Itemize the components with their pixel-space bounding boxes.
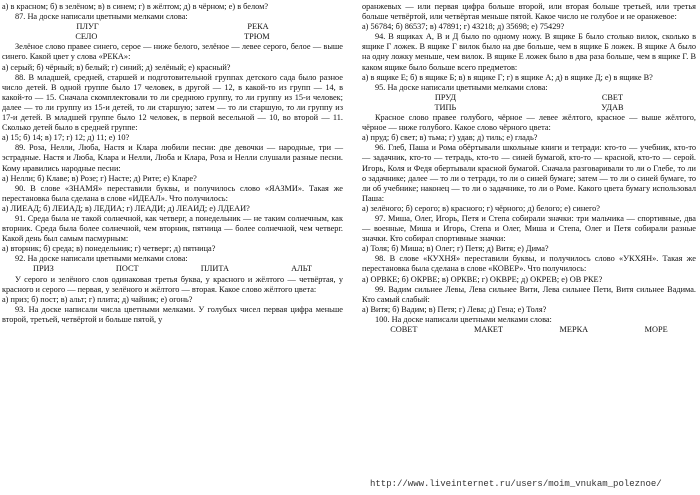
answer-options: а) в красном; б) в зелёном; в) в синем; г) в жёлтом; д) в чёрном; е) в белом? <box>2 2 269 11</box>
chalk-word: МОРЕ <box>644 325 668 334</box>
chalk-word: ПЛУГ <box>76 22 99 32</box>
chalk-word: ТРЮМ <box>244 32 270 42</box>
problem-paragraph: 92. На доске написали цветными мелками слова: <box>15 254 188 264</box>
answer-options: а) приз; б) пост; в) альт; г) плита; д) чайник; е) огонь? <box>2 294 193 304</box>
problem-paragraph: 87. На доске написали цветными мелками слова: <box>15 12 188 22</box>
chalk-words-row <box>362 103 696 113</box>
chalk-word: СВЕТ <box>601 92 624 102</box>
chalk-word: ПРУД <box>434 92 457 102</box>
answer-options: а) Витя; б) Вадим; в) Петя; г) Лева; д) Гена; е) Толя? <box>362 304 547 314</box>
problem-paragraph: 96. Глеб, Паша и Рома обёртывали школьные книги и тетради: кто-то — учебник, кто-то — задачник, кто-то — тетрадь, кто-то — синей бумагой, кто-то — красной, кто-то — серой. Игорь, Коля и Федя обертывали красной бумагой. Сначала разговаривали то ли о Глебе, то ли о задачнике; далее — то ли о тетради, то ли о синей бумаге; затем — то ли о синей бумаге, то ли об учебнике; наконец — то ли о задачнике, то ли о Роме. Какого цвета бумагу использовал Паша: <box>362 143 696 203</box>
chalk-word: ПРИЗ <box>33 264 54 274</box>
chalk-words-row <box>2 32 343 42</box>
problem-paragraph: 97. Миша, Олег, Игорь, Петя и Степа собирали значки: три мальчика — спортивные, два — военные, Миша и Игорь, Степа и Олег, Миша и Степа, Олег и Петя собирали разные значки. Кто собирал спортивные значки: <box>362 213 696 244</box>
answer-options: оранжевых — или первая цифра больше второй, или вторая больше третьей, или третья больше четвёртой, или четвёртая меньше пятой. Какое число не голубое и не оранжевое: <box>362 2 696 22</box>
chalk-word: СЕЛО <box>75 32 98 42</box>
problem-paragraph: 98. В слове «КУХНЯ» переставили буквы, и получилось слово «УКХЯН». Такая же перестановка была сделана в слове «КОВЕР». Что получилось: <box>362 254 696 274</box>
problem-paragraph: 99. Вадим сильнее Левы, Лева сильнее Вити, Лева сильнее Пети, Витя сильнее Вадима. Кто самый слабый: <box>362 284 696 304</box>
problem-paragraph: 90. В слове «ЗНАМЯ» переставили буквы, и получилось слово «ЯАЗМИ». Такая же перестановка была сделана в слове «ИДЕАЛ». Что получилось: <box>2 183 343 203</box>
answer-options: а) 15; б) 14; в) 17; г) 12; д) 11; е) 10? <box>2 133 130 143</box>
answer-options: а) Нелли; б) Клаве; в) Розе; г) Насте; д) Рите; е) Кларе? <box>2 173 197 183</box>
answer-options: а) ОРВКЕ; б) ОКРВЕ; в) ОРКВЕ; г) ОКВРЕ; д) ОКРЕВ; е) ОВ РКЕ? <box>362 274 603 284</box>
answer-options: а) 56784; б) 86537; в) 47891; г) 43218; д) 35698; е) 75429? <box>362 22 565 32</box>
problem-paragraph: 95. На доске написали цветными мелками слова: <box>375 82 548 92</box>
answer-options: а) серый; б) чёрный; в) белый; г) синий; д) зелёный; е) красный? <box>2 62 231 72</box>
source-url-watermark: http://www.liveinternet.ru/users/moim_vnukam_poleznoe/ <box>370 479 662 489</box>
problem-paragraph: 88. В младшей, средней, старшей и подготовительной группах детского сада было разное число детей. В одной группе было 17 человек, в другой — 12, в какой-то из групп — 14, в какой-то — 15. Сначала скомплектовали то ли среднюю группу, то ли группу из 15-и человек; далее — то ли группу из 15-и детей, то ли старшую; затем — то ли старшую, то ли группу из 17-и детей. В младшей группе было 12 человек, в первой весельной — 10, во второй — 11. Сколько детей было в средней группе: <box>2 72 343 133</box>
chalk-word: МАКЕТ <box>473 325 504 334</box>
right-column <box>362 2 696 335</box>
chalk-word: ПЛИТА <box>200 264 229 274</box>
problem-paragraph: 94. В ящиках А, В и Д было по одному ножу. В ящике Б было столько вилок, сколько в ящике Г ложек. В ящике Г вилок было на две больше, чем в ящике Б ложек. В ящике А было на одну ложку меньше, чем вилок. В ящике Е ложек было в два раза больше, чем в ящике Г. В каком ящике было больше всего предметов: <box>362 32 696 72</box>
left-column <box>2 2 343 325</box>
chalk-words-row <box>362 325 696 335</box>
problem-paragraph: Зелёное слово правее синего, серое — ниже белого, зелёное — левее серого, белое — выше синего. Какой цвет у слова «РЕКА»: <box>2 42 343 62</box>
problem-paragraph: 91. Среда была не такой солнечной, как четверг, а понедельник — не таким солнечным, как вторник. Среда была более солнечной, чем вторник, пятница — более солнечной, чем четверг. Какой день был самым пасмурным: <box>2 213 343 244</box>
problem-paragraph: 89. Роза, Нелли, Люба, Настя и Клара любили песни: две девочки — народные, три — эстрадные. Настя и Люба, Клара и Нелли, Люба и Клара, Роза и Нелли слушали разные песни. Кому нравились народные песни: <box>2 143 343 173</box>
answer-options: а) пруд; б) свет; в) тьма; г) удав; д) тиль; е) гладь? <box>362 133 538 143</box>
answer-options: а) вторник; б) среда; в) понедельник; г) четверг; д) пятница? <box>2 244 216 254</box>
chalk-word: ПОСТ <box>115 264 139 274</box>
chalk-words-row <box>2 264 343 274</box>
problem-paragraph: 93. На доске написали числа цветными мелками. У голубых чисел первая цифра меньше второй, третьей, четвёртой и больше пятой, у <box>2 304 343 324</box>
answer-options: а) в ящике Е; б) в ящике Б; в) в ящике Г; г) в ящике А; д) в ящике Д; е) в ящике В? <box>362 72 653 82</box>
answer-options: а) зелёного; б) серого; в) красного; г) чёрного; д) белого; е) синего? <box>362 203 600 213</box>
chalk-word: МЕРКА <box>559 325 589 334</box>
chalk-words-row <box>2 22 343 32</box>
chalk-word: АЛЬТ <box>291 264 312 274</box>
chalk-word: УДАВ <box>601 102 624 112</box>
answer-options: а) ЛИЕАД; б) ЛЕИАД; в) ЛЕДИА; г) ЛЕАДИ; д) ЛЕАИД; е) ЛДЕАИ? <box>2 203 250 213</box>
chalk-words-row <box>362 93 696 103</box>
problem-paragraph: 100. На доске написали цветными мелками слова: <box>375 314 552 324</box>
chalk-word: ТИПЬ <box>434 102 457 112</box>
answer-options: а) Толя; б) Миша; в) Олег; г) Петя; д) Витя; е) Дима? <box>362 244 549 254</box>
chalk-word: РЕКА <box>247 22 269 32</box>
problem-paragraph: Красное слово правее голубого, чёрное — левее жёлтого, красное — выше жёлтого, чёрное — ниже голубого. Какое слово чёрного цвета: <box>362 113 696 133</box>
chalk-word: СОВЕТ <box>390 325 418 334</box>
problem-paragraph: У серого и зелёного слов одинаковая третья буква, у красного и жёлтого — четвёртая, у красного и серого — первая, у зелёного и жёлтого — вторая. Какое слово жёлтого цвета: <box>2 274 343 294</box>
